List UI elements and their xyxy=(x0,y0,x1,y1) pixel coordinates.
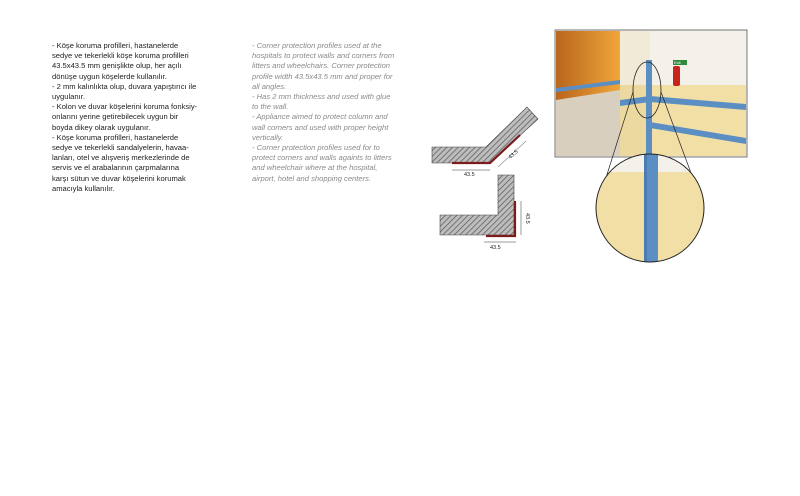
angled-dim-bottom: 43.5 xyxy=(464,172,475,178)
angled-dim-right: 43.5 xyxy=(507,149,520,161)
angled-corner-diagram xyxy=(432,105,552,185)
corridor-floor xyxy=(556,90,620,156)
right-angle-dim-right: 43.5 xyxy=(524,213,530,224)
english-paragraph-2: - Has 2 mm thickness and used with glue to the wall. xyxy=(252,92,391,112)
right-angle-corner-diagram xyxy=(440,175,540,255)
corridor-photo xyxy=(555,30,755,250)
angled-wall-section xyxy=(432,107,538,163)
right-angle-dim-bottom: 43.5 xyxy=(490,245,501,251)
turkish-paragraph-2: - 2 mm kalınlıkta olup, duvara yapıştırıcı ile uygulanır. xyxy=(52,81,197,102)
turkish-paragraph-4: - Köşe koruma profilleri, hastanelerde sedye ve tekerlekli sandalyelerin, havaa- lanları, otel ve alışveriş merkezlerinde de servis ve el arabalarının çarpmalarına karşı sütun ve duvar köşelerini korumak amacıyla kullanılır. xyxy=(52,132,190,193)
turkish-description xyxy=(52,41,242,194)
right-angle-wall-section xyxy=(440,175,514,235)
exit-sign-text: Exit xyxy=(674,60,681,65)
fire-extinguisher-icon xyxy=(673,66,680,86)
wall-upper xyxy=(650,31,746,85)
column-lower xyxy=(620,85,650,156)
english-description xyxy=(252,41,432,184)
turkish-paragraph-1: - Köşe koruma profilleri, hastanelerde sedye ve tekerlekli köşe koruma profilleri 43.5x43.5 mm genişlikte olup, her açılı dönüşe uygun köşelerde kullanılır. xyxy=(52,41,189,81)
english-paragraph-1: - Corner protection profiles used at the hospitals to protect walls and corners from litters and wheelchairs. Corner protection profile width 43.5x43.5 mm and proper for all angles. xyxy=(252,41,395,91)
english-paragraph-4: - Corner protection profiles used for to protect corners and walls againts to litters and wheelchair where at the hospital, airport, hotel and shopping centers. xyxy=(252,143,392,183)
corner-protection-profile xyxy=(646,60,652,156)
wall-lower xyxy=(650,85,746,156)
turkish-paragraph-3: - Kolon ve duvar köşelerini koruma fonksiy- onlarını yerine getirebilecek uygun bir boyda dikey olarak uygulanır. xyxy=(52,102,198,132)
english-paragraph-3: - Appliance aimed to protect column and wall corners and used with proper height vertically. xyxy=(252,112,389,142)
